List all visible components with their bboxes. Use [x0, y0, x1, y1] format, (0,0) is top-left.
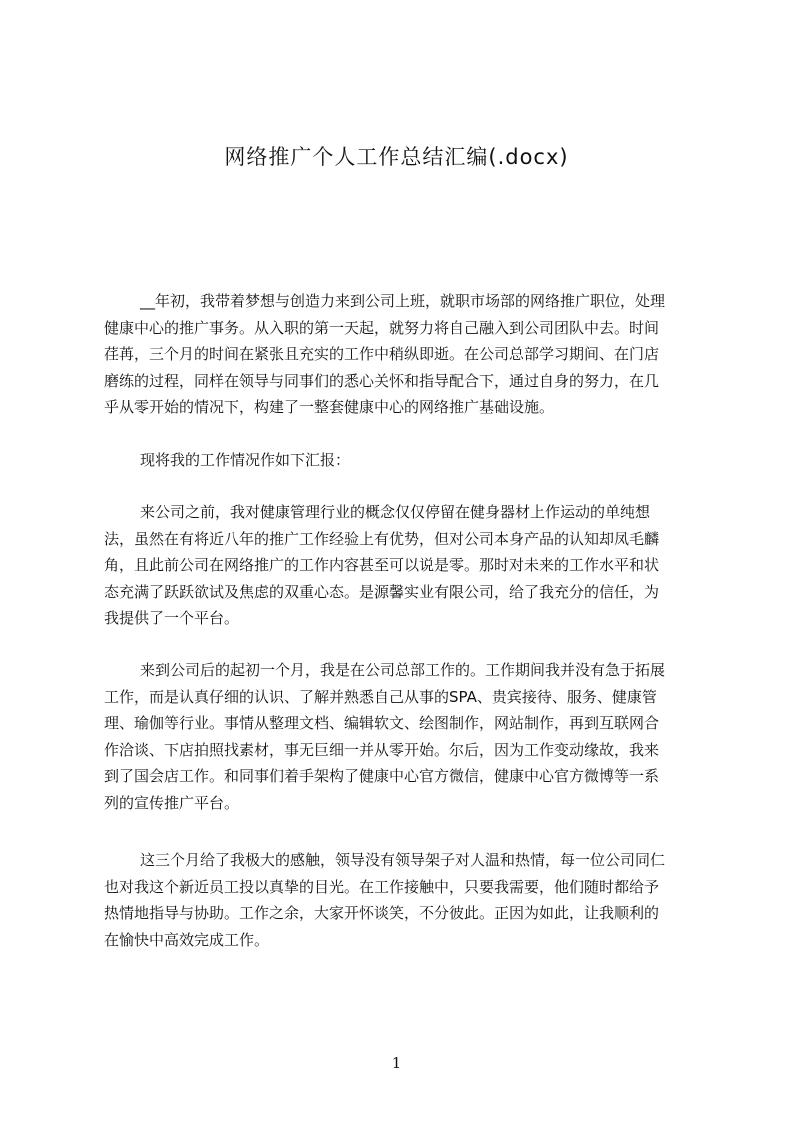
paragraph-line: 理、瑜伽等行业。事情从整理文档、编辑软文、绘图制作，网站制作，再到互联网合 — [104, 714, 660, 732]
paragraph-before-joining — [104, 499, 700, 632]
paragraph-intro — [104, 288, 700, 421]
paragraph-line: 角，且此前公司在网络推广的工作内容甚至可以说是零。那时对未来的工作水平和状 — [104, 556, 660, 574]
paragraph-line: 列的宣传推广平台。 — [104, 793, 240, 812]
paragraph-line: 法，虽然在有将近八年的推广工作经验上有优势，但对公司本身产品的认知却凤毛麟 — [104, 529, 660, 548]
page-number: 1 — [391, 1054, 402, 1072]
paragraph-line: 到了国会店工作。和同事们着手架构了健康中心官方微信，健康中心官方微博等一系 — [104, 767, 660, 785]
paragraph-line: 现将我的工作情况作如下汇报： — [140, 451, 351, 469]
paragraph-line: 作洽谈、下店拍照找素材，事无巨细一并从零开始。尔后，因为工作变动缘故，我来 — [104, 740, 660, 759]
document-title: 网络推广个人工作总结汇编(.docx) — [224, 145, 569, 169]
paragraph-line: 健康中心的推广事务。从入职的第一天起，就努力将自己融入到公司团队中去。时间 — [104, 318, 660, 337]
paragraph-line: 来公司之前，我对健康管理行业的概念仅仅停留在健身器材上作运动的单纯想 — [140, 503, 651, 521]
paragraph-line: 来到公司后的起初一个月，我是在公司总部工作的。工作期间我并没有急于拓展 — [140, 661, 666, 679]
paragraph-first-month — [104, 657, 700, 816]
paragraph-line: 也对我这个新近员工投以真挚的目光。在工作接触中，只要我需要，他们随时都给予 — [104, 877, 660, 896]
paragraph-line: 态充满了跃跃欲试及焦虑的双重心态。是源馨实业有限公司，给了我充分的信任，为 — [104, 582, 660, 601]
paragraph-line: 磨练的过程，同样在领导与同事们的悉心关怀和指导配合下，通过自身的努力，在几 — [104, 371, 660, 390]
paragraph-line: 工作，而是认真仔细的认识、了解并熟悉自己从事的SPA、贵宾接待、服务、健康管 — [104, 687, 657, 706]
paragraph-line: __年初，我带着梦想与创造力来到公司上班，就职市场部的网络推广职位，处理 — [140, 292, 666, 310]
paragraph-line: 这三个月给了我极大的感触，领导没有领导架子对人温和热情，每一位公司同仁 — [140, 851, 666, 869]
paragraph-line: 我提供了一个平台。 — [104, 609, 240, 627]
paragraph-line: 热情地指导与协助。工作之余，大家开怀谈笑，不分彼此。正因为如此，让我顺利的 — [104, 904, 660, 922]
paragraph-line: 在愉快中高效完成工作。 — [104, 930, 270, 949]
paragraph-line: 荏苒，三个月的时间在紧张且充实的工作中稍纵即逝。在公司总部学习期间、在门店 — [104, 345, 660, 363]
paragraph-report-intro — [104, 447, 700, 474]
paragraph-three-months — [104, 847, 700, 953]
paragraph-line: 乎从零开始的情况下，构建了一整套健康中心的网络推广基础设施。 — [104, 398, 555, 416]
